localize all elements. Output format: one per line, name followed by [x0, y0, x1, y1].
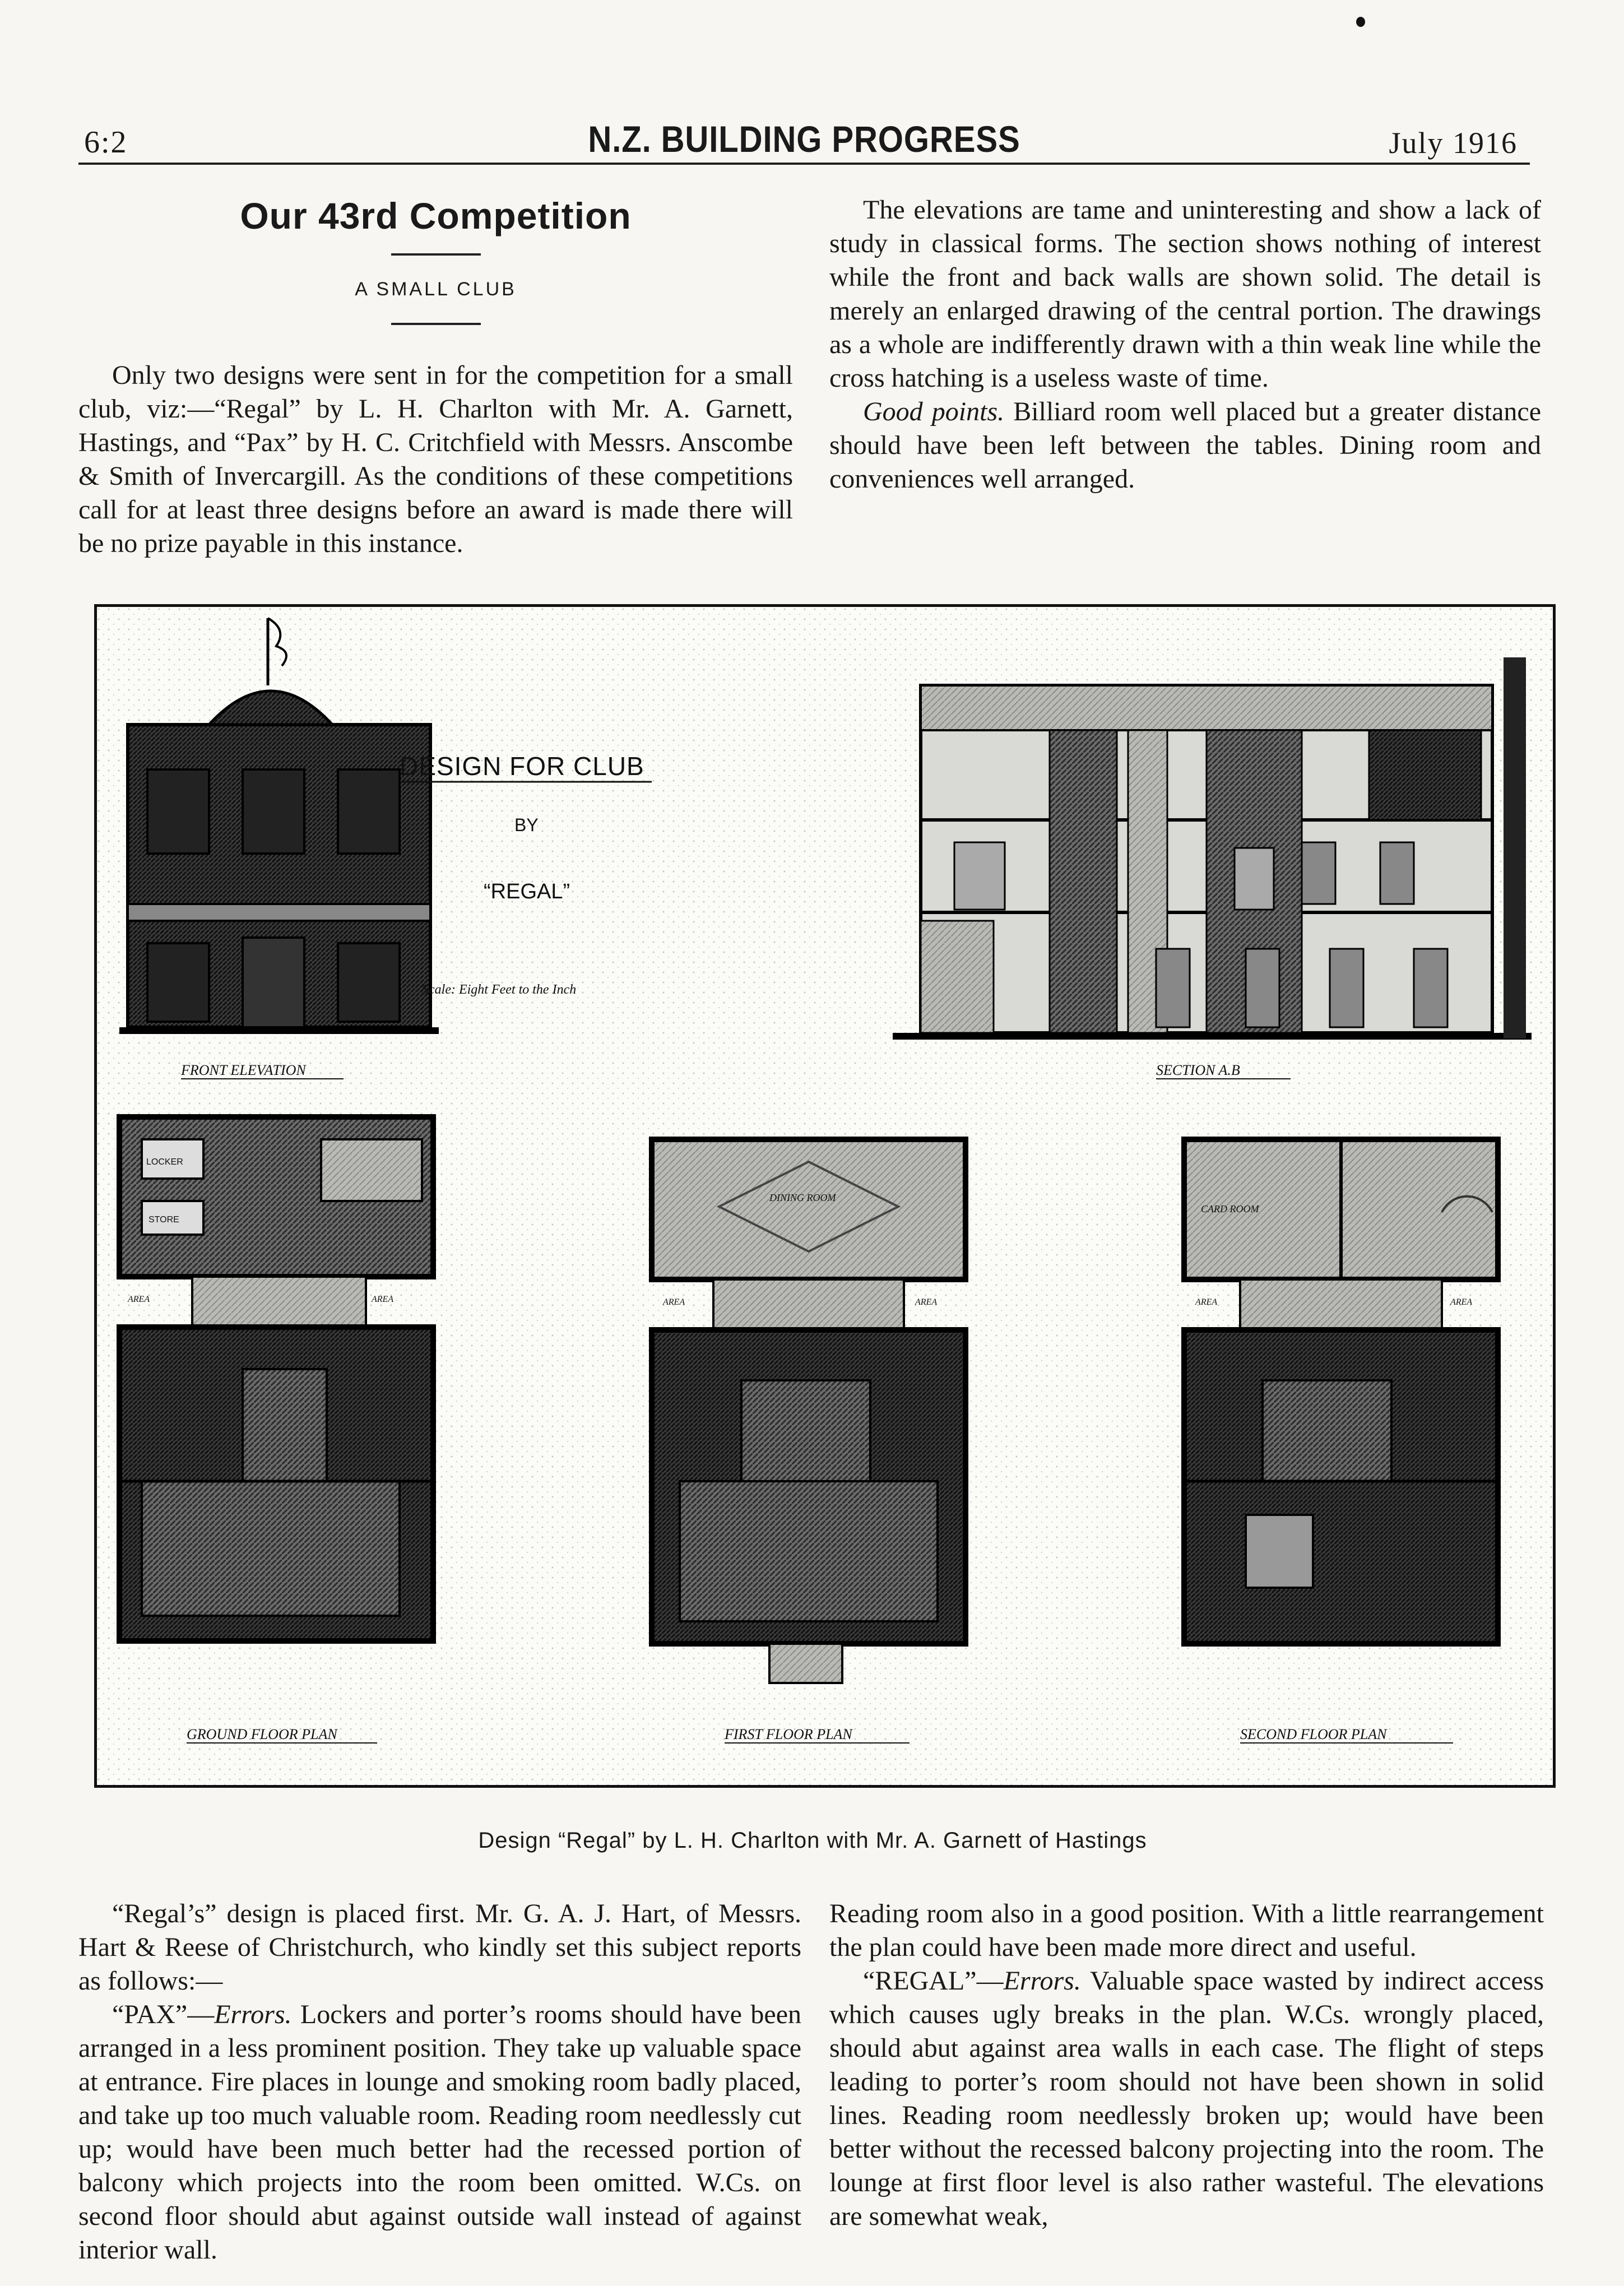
regal-errors-label: Errors. — [1003, 1966, 1081, 1996]
pax-label: “PAX”— — [112, 2000, 215, 2029]
running-title: N.Z. BUILDING PROGRESS — [588, 118, 1020, 160]
pax-critique-paragraph — [78, 1998, 801, 2267]
regal-errors-text: Valuable space wasted by indirect access which causes ugly breaks in the plan. W.Cs. wrongly placed, should abut against area walls in each case. The flight of steps leading to porter’s room should not have been shown in solid lines. Reading room needlessly broken up; would have been better without the recessed balcony projecting into the room. The lounge at first floor level is also rather wasteful. The elevations are somewhat weak, — [829, 1966, 1544, 2231]
page-header — [84, 118, 1524, 163]
right-column-top — [829, 193, 1541, 496]
section-drawing — [893, 657, 1532, 1040]
good-points-paragraph — [829, 395, 1541, 496]
regal-critique-paragraph — [829, 1964, 1544, 2233]
drawing-scale: Scale: Eight Feet to the Inch — [422, 982, 577, 997]
article-subtitle: A SMALL CLUB — [355, 279, 517, 300]
room-dining: DINING ROOM — [769, 1192, 836, 1203]
regal-label: “REGAL”— — [863, 1966, 1004, 1996]
left-column-top — [78, 191, 793, 560]
header-rule — [78, 163, 1530, 165]
left-column-bottom — [78, 1897, 801, 2267]
issue-date: July 1916 — [1389, 126, 1518, 160]
ink-speck — [1356, 17, 1365, 27]
elevations-paragraph: The elevations are tame and uninteresting and show a lack of study in classical forms. The section shows nothing of interest while the front and back walls are shown solid. The detail is merely an enlarged drawing of the central portion. The drawings as a whole are indifferently drawn with a thin weak line while the cross hatching is a useless waste of time. — [829, 195, 1541, 393]
pax-errors-text: Lockers and porter’s rooms should have been arranged in a less prominent position. They take up valuable space at entrance. Fire places in lounge and smoking room badly placed, and take up too much valuable room. Reading room needlessly cut up; would have been much better had the recessed portion of balcony which projects into the room been omitted. W.Cs. on second floor should abut against outside wall instead of against interior wall. — [78, 2000, 801, 2265]
drawing-svg — [97, 607, 1553, 1785]
area-label-ff-right: AREA — [915, 1297, 938, 1307]
reading-room-paragraph: Reading room also in a good position. With a little rearrangement the plan could have been made more direct and useful. — [829, 1899, 1544, 1962]
second-floor-plan — [1184, 1139, 1498, 1644]
drawing-title: DESIGN FOR CLUB — [400, 752, 644, 781]
figure-caption: Design “Regal” by L. H. Charlton with Mr. A. Garnett of Hastings — [478, 1828, 1147, 1853]
page-number: 6:2 — [84, 125, 128, 160]
area-label-gf-left: AREA — [128, 1295, 150, 1304]
drawing-author: “REGAL” — [484, 880, 570, 903]
room-card: CARD ROOM — [1201, 1203, 1259, 1214]
drawing-by: BY — [514, 815, 539, 835]
label-ground-floor: GROUND FLOOR PLAN — [187, 1726, 337, 1742]
ground-floor-plan — [119, 1117, 433, 1641]
area-label-ff-left: AREA — [663, 1297, 685, 1307]
architectural-drawing — [94, 604, 1556, 1788]
right-column-bottom — [829, 1897, 1544, 2233]
label-first-floor: FIRST FLOOR PLAN — [725, 1726, 852, 1742]
title-divider — [391, 253, 481, 256]
area-label-gf-right: AREA — [372, 1295, 394, 1304]
label-second-floor: SECOND FLOOR PLAN — [1240, 1726, 1387, 1742]
pax-errors-label: Errors. — [214, 2000, 292, 2029]
area-label-sf-right: AREA — [1450, 1297, 1473, 1307]
intro-paragraph: Only two designs were sent in for the competition for a small club, viz:—“Regal” by L. H. Charlton with Mr. A. Garnett, Hastings, and “Pax” by H. C. Critchfield with Messrs. Anscombe & Smith of Invercargill. As the conditions of these competitions call for at least three designs before an award is made there will be no prize payable in this instance. — [78, 360, 793, 558]
good-points-text: Billiard room well placed but a greater distance should have been left between the tables. Dining room and conveniences well arranged. — [829, 397, 1542, 494]
label-section: SECTION A.B — [1156, 1062, 1240, 1078]
room-store: STORE — [149, 1215, 179, 1225]
first-floor-plan — [652, 1139, 966, 1683]
area-label-sf-left: AREA — [1195, 1297, 1218, 1307]
label-front-elevation: FRONT ELEVATION — [181, 1062, 306, 1078]
report-intro-paragraph: “Regal’s” design is placed first. Mr. G. A. J. Hart, of Messrs. Hart & Reese of Christchurch, who kindly set this subject reports as follows:— — [78, 1899, 801, 1996]
subtitle-divider — [391, 323, 481, 325]
good-points-label: Good points. — [863, 397, 1005, 426]
room-locker: LOCKER — [146, 1157, 183, 1167]
article-title: Our 43rd Competition — [240, 195, 632, 237]
